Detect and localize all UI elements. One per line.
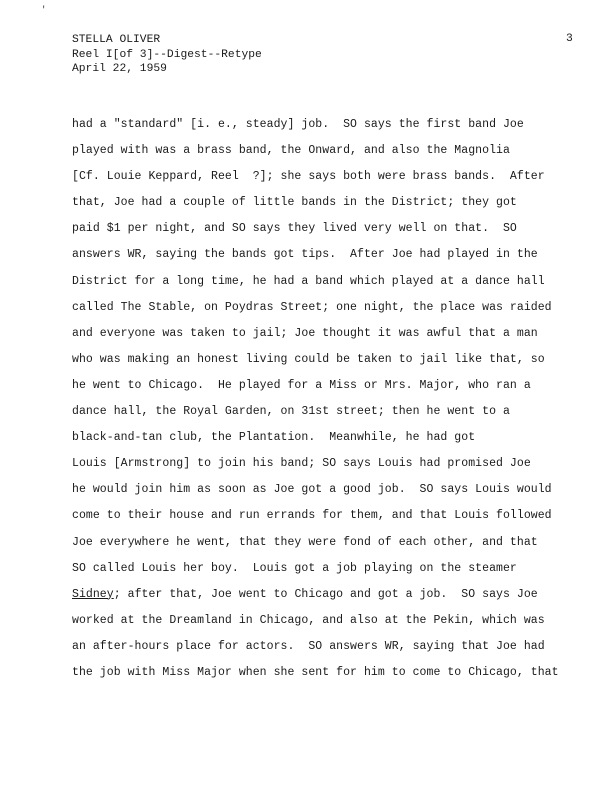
- text-line-segment: [Cf. Louie Keppard, Reel ?]; she says both were brass bands. After: [72, 170, 545, 184]
- text-line-segment: Joe everywhere he went, that they were fond of each other, and that: [72, 535, 538, 549]
- text-line: [72, 588, 592, 614]
- text-line-segment: he would join him as soon as Joe got a good job. SO says Louis would: [72, 483, 552, 497]
- text-line-segment: District for a long time, he had a band which played at a dance hall: [72, 274, 545, 288]
- text-line: [72, 170, 592, 196]
- text-line: [72, 562, 592, 588]
- text-line: [72, 457, 592, 483]
- text-line-segment: worked at the Dreamland in Chicago, and also at the Pekin, which was: [72, 613, 545, 627]
- interviewee-name: STELLA OLIVER: [72, 34, 161, 46]
- text-line: [72, 144, 592, 170]
- text-line-segment: called The Stable, on Poydras Street; one night, the place was raided: [72, 300, 552, 314]
- text-line: [72, 666, 592, 692]
- interview-date: April 22, 1959: [72, 63, 167, 75]
- text-line-segment: Louis [Armstrong] to join his band; SO says Louis had promised Joe: [72, 457, 531, 471]
- text-line-segment: answers WR, saying the bands got tips. After Joe had played in the: [72, 248, 538, 262]
- text-line: [72, 118, 592, 144]
- text-line: [72, 301, 592, 327]
- text-line: [72, 327, 592, 353]
- text-line: [72, 536, 592, 562]
- text-line: [72, 509, 592, 535]
- reel-info: Reel I[of 3]--Digest--Retype: [72, 48, 262, 61]
- text-line-segment: that, Joe had a couple of little bands in the District; they got: [72, 196, 517, 210]
- text-line-segment: an after-hours place for actors. SO answers WR, saying that Joe had: [72, 639, 545, 653]
- text-line: [72, 222, 592, 248]
- text-line: [72, 379, 592, 405]
- text-line-segment: had a "standard" [i. e., steady] job. SO says the first band Joe: [72, 118, 524, 131]
- text-line-segment: who was making an honest living could be taken to jail like that, so: [72, 352, 545, 366]
- text-line-segment: black-and-tan club, the Plantation. Meanwhile, he had got: [72, 431, 476, 445]
- text-line-segment: and everyone was taken to jail; Joe thought it was awful that a man: [72, 326, 538, 340]
- text-line: [72, 640, 592, 666]
- page-number: 3: [566, 33, 573, 45]
- transcript-body: [72, 118, 592, 692]
- text-line-segment: SO called Louis her boy. Louis got a job playing on the steamer: [72, 561, 517, 575]
- text-line-segment: played with was a brass band, the Onward, and also the Magnolia: [72, 144, 510, 158]
- text-line: [72, 353, 592, 379]
- underlined-title: Sidney: [72, 587, 114, 601]
- text-line: [72, 405, 592, 431]
- text-line-segment: paid $1 per night, and SO says they lived very well on that. SO: [72, 222, 517, 236]
- text-line: [72, 196, 592, 222]
- text-line-segment: he went to Chicago. He played for a Miss or Mrs. Major, who ran a: [72, 378, 531, 392]
- text-line: [72, 483, 592, 509]
- text-line: [72, 614, 592, 640]
- text-line-segment: ; after that, Joe went to Chicago and got a job. SO says Joe: [113, 587, 538, 601]
- text-line-segment: dance hall, the Royal Garden, on 31st street; then he went to a: [72, 405, 510, 419]
- text-line: [72, 248, 592, 274]
- document-header: [72, 33, 262, 77]
- text-line-segment: come to their house and run errands for them, and that Louis followed: [72, 509, 552, 523]
- text-line: [72, 431, 592, 457]
- text-line: [72, 275, 592, 301]
- text-line-segment: the job with Miss Major when she sent for him to come to Chicago, that: [72, 665, 559, 679]
- margin-mark: ': [41, 5, 47, 15]
